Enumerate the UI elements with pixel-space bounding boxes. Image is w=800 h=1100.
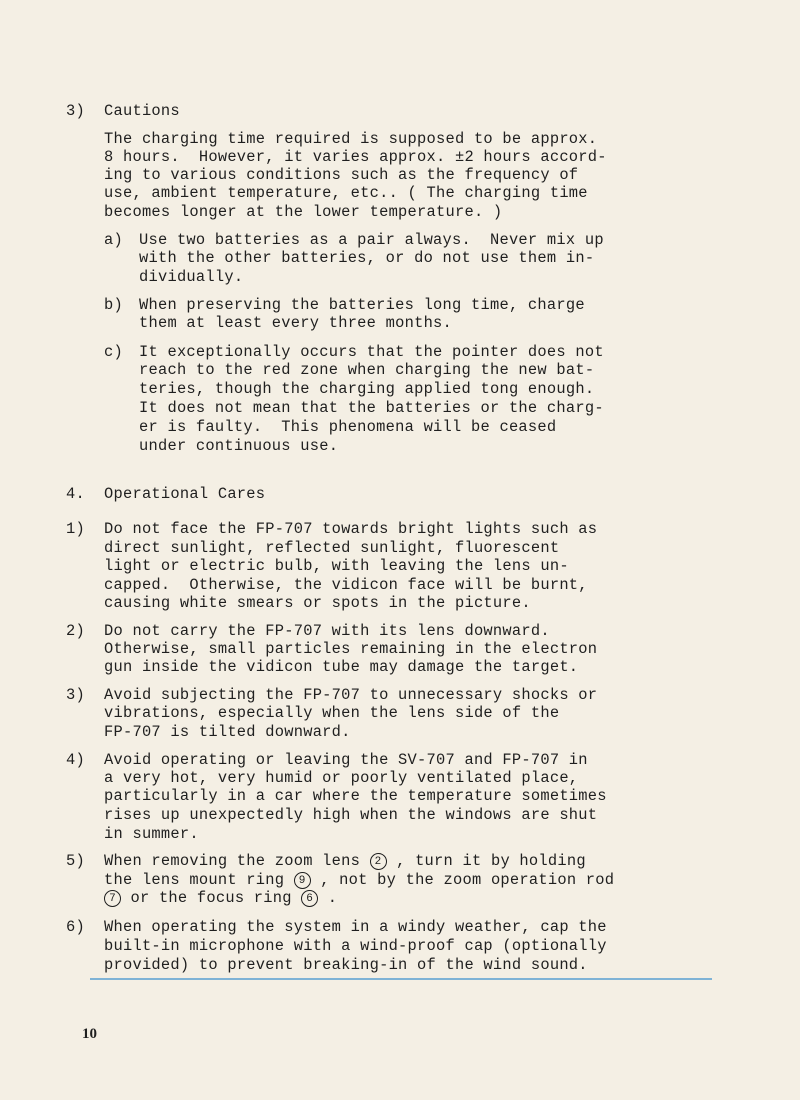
item-2-line-2: Otherwise, small particles remaining in the electron [104,640,598,658]
circled-ref-9: 9 [294,872,311,889]
item-6-line-3: provided) to prevent breaking-in of the wind sound. [104,956,588,974]
item-2-label: 2) [66,622,85,640]
item-c-line-5: er is faulty. This phenomena will be ceased [139,418,557,436]
circled-ref-6: 6 [301,890,318,907]
section-3-heading: Cautions [104,102,180,120]
item-3-line-1: Avoid subjecting the FP-707 to unnecessary shocks or [104,686,598,704]
item-b-line-1: When preserving the batteries long time, charge [139,296,585,314]
section-divider-line [90,978,712,980]
section-4-number: 4. [66,485,85,503]
item-4-line-3: particularly in a car where the temperature sometimes [104,787,607,805]
section-3-number: 3) [66,102,85,120]
item-4-label: 4) [66,751,85,769]
item-b-label: b) [104,296,123,314]
item-a-line-1: Use two batteries as a pair always. Never mix up [139,231,604,249]
item-1-line-5: causing white smears or spots in the picture. [104,594,531,612]
intro-line-2: 8 hours. However, it varies approx. ±2 hours accord- [104,148,607,166]
item-1-line-3: light or electric bulb, with leaving the lens un- [104,557,569,575]
item-6-line-1: When operating the system in a windy weather, cap the [104,918,607,936]
item-3-label: 3) [66,686,85,704]
item-4-line-1: Avoid operating or leaving the SV-707 and FP-707 in [104,751,588,769]
item-4-line-5: in summer. [104,825,199,843]
circled-ref-2: 2 [370,853,387,870]
item-b-line-2: them at least every three months. [139,314,453,332]
item-c-line-1: It exceptionally occurs that the pointer does not [139,343,604,361]
item-a-line-2: with the other batteries, or do not use them in- [139,249,595,267]
item-3-line-2: vibrations, especially when the lens side of the [104,704,560,722]
intro-line-5: becomes longer at the lower temperature. ) [104,203,503,221]
page-number: 10 [82,1026,97,1042]
item-a-line-3: dividually. [139,268,244,286]
item-5-line-3: 7 or the focus ring 6 . [104,889,337,907]
intro-line-1: The charging time required is supposed to be approx. [104,130,598,148]
item-1-line-2: direct sunlight, reflected sunlight, fluorescent [104,539,560,557]
item-1-line-4: capped. Otherwise, the vidicon face will be burnt, [104,576,588,594]
item-3-line-3: FP-707 is tilted downward. [104,723,351,741]
item-c-label: c) [104,343,123,361]
item-6-label: 6) [66,918,85,936]
item-c-line-3: teries, though the charging applied tong enough. [139,380,595,398]
item-4-line-2: a very hot, very humid or poorly ventilated place, [104,769,579,787]
item-2-line-1: Do not carry the FP-707 with its lens downward. [104,622,550,640]
item-c-line-2: reach to the red zone when charging the new bat- [139,361,595,379]
item-5-line-1: When removing the zoom lens 2 , turn it by holding [104,852,586,870]
item-1-line-1: Do not face the FP-707 towards bright lights such as [104,520,598,538]
intro-line-4: use, ambient temperature, etc.. ( The charging time [104,184,588,202]
intro-line-3: ing to various conditions such as the frequency of [104,166,579,184]
item-5-line-2: the lens mount ring 9 , not by the zoom operation rod [104,871,615,889]
circled-ref-7: 7 [104,890,121,907]
item-a-label: a) [104,231,123,249]
item-c-line-6: under continuous use. [139,437,339,455]
section-4-heading: Operational Cares [104,485,266,503]
item-1-label: 1) [66,520,85,538]
item-5-label: 5) [66,852,85,870]
item-6-line-2: built-in microphone with a wind-proof cap (optionally [104,937,607,955]
item-2-line-3: gun inside the vidicon tube may damage the target. [104,658,579,676]
item-c-line-4: It does not mean that the batteries or the charg- [139,399,604,417]
item-4-line-4: rises up unexpectedly high when the windows are shut [104,806,598,824]
